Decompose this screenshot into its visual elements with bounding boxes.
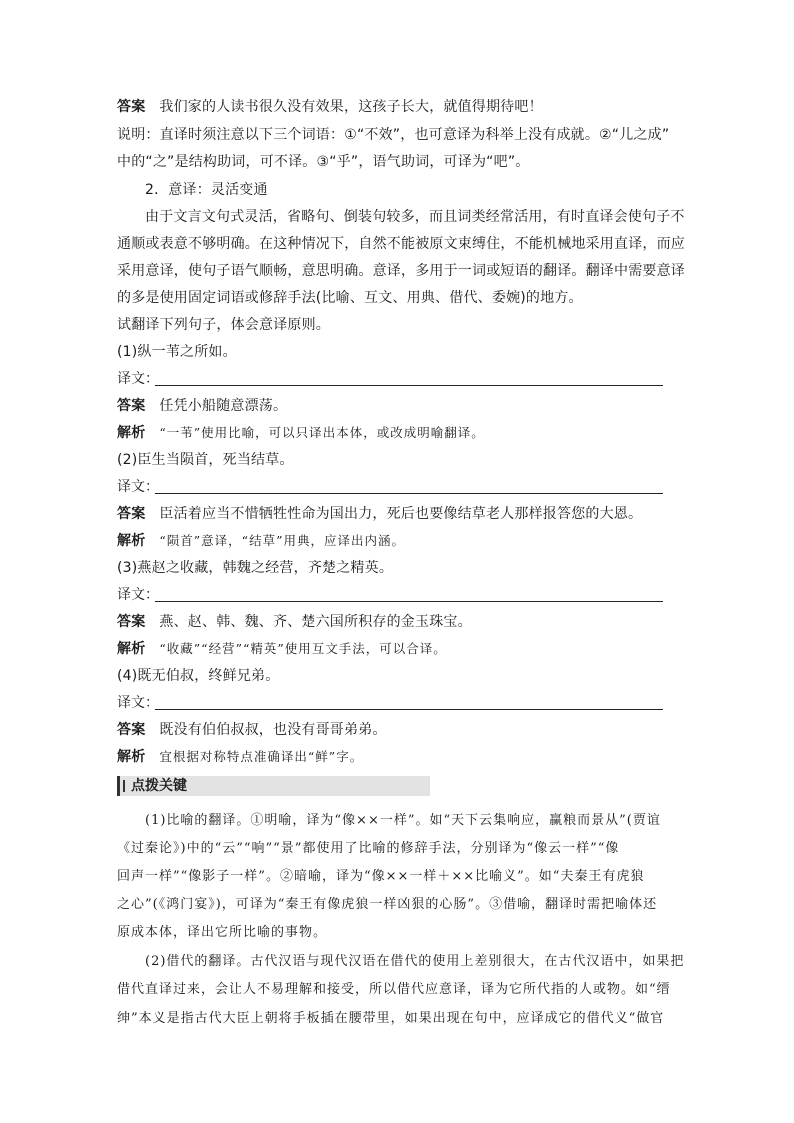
answer-underline (155, 493, 663, 494)
answer-label: 答案 (117, 99, 146, 115)
answer-row-2 (117, 505, 642, 523)
answer-row-4 (117, 721, 387, 739)
analysis-text: “陨首”意译，“结草”用典，应译出内涵。 (159, 533, 405, 548)
answer-row-3 (117, 613, 472, 631)
paragraph-line-3: 采用意译，使句子语气顺畅，意思明确。意译，多用于一词或短语的翻译。翻译中需要意译 (117, 263, 685, 279)
translation-blank-1[interactable] (117, 370, 663, 388)
question-3: (3)燕赵之收藏，韩魏之经营，齐楚之精英。 (117, 560, 394, 576)
analysis-label: 解析 (117, 533, 146, 549)
keypoint-p1-line-4: 之心”(《鸿门宴》)，可译为“秦王有像虎狼一样凶狠的心肠”。③借喻，翻译时需把喻体还 (117, 897, 658, 912)
question-1: (1)纵一苇之所如。 (117, 344, 237, 360)
paragraph-line-4: 的多是使用固定词语或修辞手法(比喻、互文、用典、借代、委婉)的地方。 (117, 290, 583, 306)
answer-text: 燕、赵、韩、魏、齐、楚六国所积存的金玉珠宝。 (159, 614, 472, 630)
translation-blank-2[interactable] (117, 478, 663, 496)
answer-underline (155, 709, 663, 710)
translation-blank-4[interactable] (117, 694, 663, 712)
section-heading: 2．意译：灵活变通 (145, 182, 268, 198)
keypoint-p2-line-3: 绅”本义是指古代大臣上朝将手板插在腰带里，如果出现在句中，应译成它的借代义“做官 (117, 1011, 665, 1026)
translation-label: 译文： (117, 371, 159, 387)
translation-blank-3[interactable] (117, 586, 663, 604)
translation-label: 译文： (117, 587, 159, 603)
keypoint-p1-line-5: 原成本体，译出它所比喻的事物。 (117, 925, 328, 940)
analysis-label: 解析 (117, 749, 146, 765)
answer-text: 我们家的人读书很久没有效果，这孩子长大，就值得期待吧！ (159, 99, 543, 115)
translation-label: 译文： (117, 695, 159, 711)
keypoint-p2-line-2: 借代直译过来，会让人不易理解和接受，所以借代应意译，译为它所代指的人或物。如“缙 (117, 982, 671, 997)
keypoint-p1-line-3: 回声一样”“像影子一样”。②暗喻，译为“像××一样＋××比喻义”。如“夫秦王有虎狼 (117, 869, 645, 884)
analysis-row-2 (117, 532, 405, 550)
analysis-row-1 (117, 424, 485, 442)
answer-underline (155, 601, 663, 602)
answer-label: 答案 (117, 506, 146, 522)
paragraph-line-1: 由于文言文句式灵活，省略句、倒装句较多，而且词类经常活用，有时直译会使句子不 (145, 209, 685, 225)
analysis-label: 解析 (117, 641, 146, 657)
keypoint-p2-line-1: (2)借代的翻译。古代汉语与现代汉语在借代的使用上差别很大，在古代汉语中，如果把 (145, 954, 685, 969)
answer-row-1 (117, 397, 287, 415)
exercise-prompt: 试翻译下列句子，体会意译原则。 (117, 317, 330, 333)
keypoint-p1-line-2: 《过秦论》)中的“云”“响”“景”都使用了比喻的修辞手法，分别译为“像云一样”“像 (117, 841, 620, 856)
analysis-row-4 (117, 748, 363, 766)
key-points-header (117, 776, 430, 796)
analysis-text: “收藏”“经营”“精英”使用互文手法，可以合译。 (159, 641, 447, 656)
explain-line-1: 说明：直译时须注意以下三个词语：①“不效”，也可意译为科举上没有成就。②“儿之成” (117, 127, 670, 143)
analysis-text: “一苇”使用比喻，可以只译出本体，或改成明喻翻译。 (159, 425, 485, 440)
analysis-label: 解析 (117, 425, 146, 441)
keypoint-p1-line-1: (1)比喻的翻译。①明喻，译为“像××一样”。如“天下云集响应，赢粮而景从”(贾谊 (145, 813, 661, 828)
bracket-icon (117, 776, 120, 796)
answer-row-prev (117, 98, 543, 116)
answer-underline (155, 385, 663, 386)
answer-label: 答案 (117, 398, 146, 414)
question-2: (2)臣生当陨首，死当结草。 (117, 452, 294, 468)
explain-line-2: 中的“之”是结构助词，可不译。③“乎”，语气助词，可译为“吧”。 (117, 154, 530, 170)
key-points-title: 点拨关键 (131, 778, 187, 794)
analysis-row-3 (117, 640, 447, 658)
bar-icon (123, 780, 125, 792)
paragraph-line-2: 通顺或表意不够明确。在这种情况下，自然不能被原文束缚住，不能机械地采用直译，而应 (117, 236, 685, 252)
answer-label: 答案 (117, 722, 146, 738)
answer-label: 答案 (117, 614, 146, 630)
analysis-text: 宜根据对称特点准确译出“鲜”字。 (159, 749, 364, 764)
question-4: (4)既无伯叔，终鲜兄弟。 (117, 668, 280, 684)
translation-label: 译文： (117, 479, 159, 495)
answer-text: 既没有伯伯叔叔，也没有哥哥弟弟。 (159, 722, 387, 738)
answer-text: 任凭小船随意漂荡。 (159, 398, 288, 414)
answer-text: 臣活着应当不惜牺牲性命为国出力，死后也要像结草老人那样报答您的大恩。 (159, 506, 643, 522)
